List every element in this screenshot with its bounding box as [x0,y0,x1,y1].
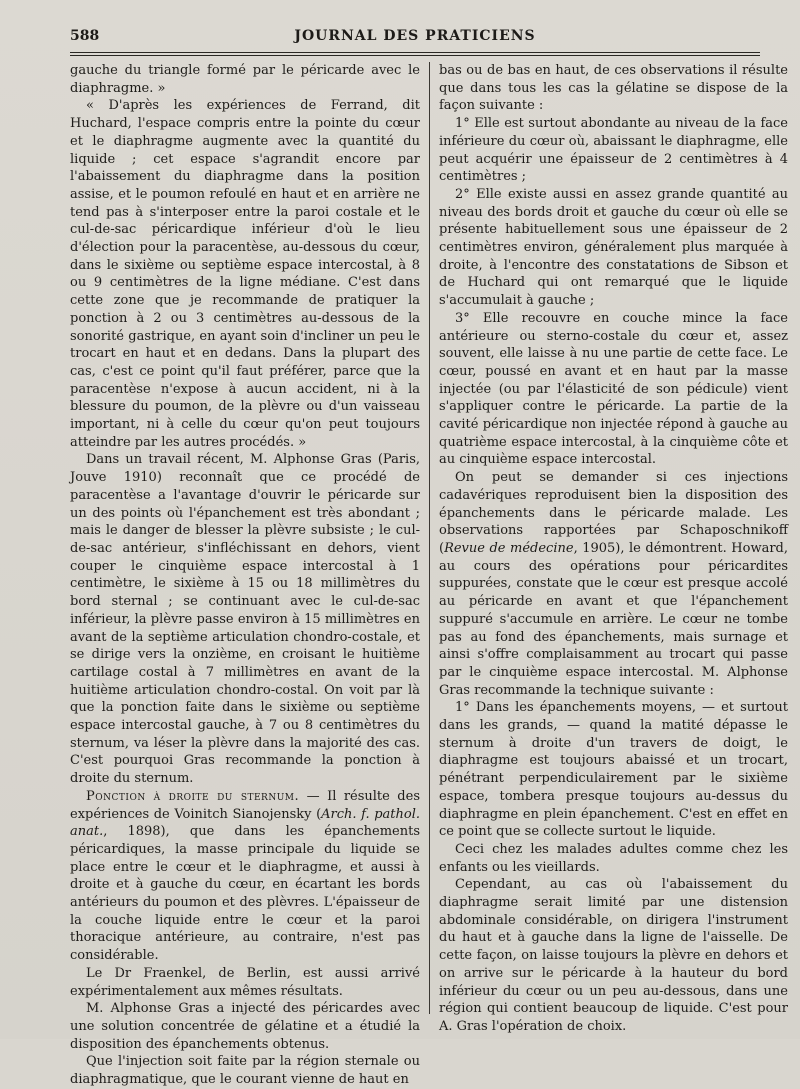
column-divider [429,62,430,1014]
running-title: JOURNAL DES PRATICIENS [294,28,536,44]
paragraph: Le Dr Fraenkel, de Berlin, est aussi arrivé expérimentalement aux mêmes résultats. [70,965,420,999]
paragraph-text: On peut se demander si ces injections cadavériques reproduisent bien la disposition des épanchements dans le péricarde malade. Les observations rapportées par Schaposchnikoff ( [439,470,788,556]
section-heading: Ponction à droite du sternum. [86,788,300,804]
right-column [439,62,788,1034]
page-header [70,28,760,52]
citation: Revue de médecine [444,540,574,556]
paragraph: M. Alphonse Gras a injecté des péricardes avec une solution concentrée de gélatine et a étudié la disposition des épanchements obtenus. [70,1001,420,1052]
header-rule [70,52,760,56]
paragraph-text: — Il résulte des expériences de Voinitch Sianojensky ( [70,788,420,822]
paragraph: Que l'injection soit faite par la région sternale ou diaphragmatique, que le courant vienne de haut en [70,1054,420,1088]
paragraph: bas ou de bas en haut, de ces observations il résulte que dans tous les cas la gélatine se dispose de la façon suivante : [439,63,788,114]
paragraph-text: , 1905), le démontrent. Howard, au cours des opérations pour péricardites suppurées, constate que le cœur est presque accolé au péricarde en avant et que l'épanchement suppuré s'accumule en arrière. Le cœur ne tombe pas au fond des épanchements, mais surnage et ainsi s'offre complaisamment au trocart qui passe par le cinquième espace intercostal. M. Alphonse Gras recommande la technique suivante : [439,540,788,698]
page-number: 588 [70,28,100,44]
left-column [70,62,420,1088]
paragraph: gauche du triangle formé par le péricarde avec le diaphragme. » [70,63,420,96]
paragraph: 1° Elle est surtout abondante au niveau de la face inférieure du cœur où, abaissant le diaphragme, elle peut acquérir une épaisseur de 2 centimètres à 4 centimètres ; [439,116,788,185]
paragraph: 3° Elle recouvre en couche mince la face antérieure ou sterno-costale du cœur et, assez souvent, elle laisse à nu une partie de cette face. Le cœur, poussé en avant et en haut par la masse injectée (ou par l'élasticité de son pédicule) vient s'appliquer contre le péricarde. La partie de la cavité péricardique non injectée répond à gauche au quatrième espace intercostal, à la cinquième côte et au cinquième espace intercostal. [439,310,788,468]
paragraph: 2° Elle existe aussi en assez grande quantité au niveau des bords droit et gauche du cœur où elle se présente habituellement sous une épaisseur de 2 centimètres environ, généralement plus marquée à droite, à l'encontre des constatations de Sibson et de Huchard qui ont remarqué que le liquide s'accumulait à gauche ; [439,186,788,309]
paragraph-text: , 1898), que dans les épanchements péricardiques, la masse principale du liquide se place entre le cœur et le diaphragme, et aussi à droite et à gauche du cœur, en écartant les bords antérieurs du poumon et des plèvres. L'épaisseur de la couche liquide entre le cœur et la paroi thoracique antérieure, au contraire, n'est pas considérable. [70,824,420,964]
paragraph [70,788,420,965]
paragraph: « D'après les expériences de Ferrand, dit Huchard, l'espace compris entre la pointe du cœur et le diaphragme augmente avec la quantité du liquide ; cet espace s'agrandit encore par l'abaissement du diaphragme dans la position assise, et le poumon refoulé en haut et en arrière ne tend pas à s'interposer entre la paroi costale et le cul-de-sac péricardique inférieur d'où le lieu d'élection pour la paracentèse, au-dessous du cœur, dans le sixième ou septième espace intercostal, à 8 ou 9 centimètres de la ligne médiane. C'est dans cette zone que je recommande de pratiquer la ponction à 2 ou 3 centimètres au-dessous de la sonorité gastrique, en ayant soin d'incliner un peu le trocart en haut et en dedans. Dans la plupart des cas, c'est ce point qu'il faut préférer, parce que la paracentèse n'expose à aucun accident, ni à la blessure du poumon, de la plèvre ou d'un vaisseau important, ni à celle du cœur qu'on peut toujours atteindre par les autres procédés. » [70,98,420,450]
paragraph: Dans un travail récent, M. Alphonse Gras (Paris, Jouve 1910) reconnaît que ce procédé de paracentèse a l'avantage d'ouvrir le péricarde sur un des points où l'épanchement est très abondant ; mais le danger de blesser la plèvre subsiste ; le cul-de-sac antérieur, s'infléchissant en dehors, vient couper le cinquième espace intercostal à 1 centimètre, le sixième à 15 ou 18 millimètres du bord sternal ; se continuant avec le cul-de-sac inférieur, la plèvre passe environ à 15 millimètres en avant de la septième articulation chondro-costale, et se dirige vers la onzième, en croisant le huitième cartilage costal à 7 millimètres en avant de la huitième articulation chondro-costal. On voit par là que la ponction faite dans le sixième ou septième espace intercostal gauche, à 7 ou 8 centimètres du sternum, va léser la plèvre dans la majorité des cas. C'est pourquoi Gras recommande la ponction à droite du sternum. [70,452,420,787]
paragraph: Cependant, au cas où l'abaissement du diaphragme serait limité par une distension abdominale considérable, on dirigera l'instrument du haut et à gauche dans la ligne de l'aisselle. De cette façon, on laisse toujours la plèvre en dehors et on arrive sur le péricarde à la hauteur du bord inférieur du cœur ou un peu au-dessous, dans une région qui contient beaucoup de liquide. C'est pour A. Gras l'opération de choix. [439,877,788,1034]
citation: Arch. f. pathol. anat. [70,806,420,840]
paragraph: Ceci chez les malades adultes comme chez les enfants ou les vieillards. [439,841,788,875]
paragraph: 1° Dans les épanchements moyens, — et surtout dans les grands, — quand la matité dépasse le sternum à droite d'un travers de doigt, le diaphragme est toujours abaissé et un trocart, pénétrant perpendiculairement par le sixième espace, tombera presque toujours au-dessus du diaphragme en plein épanchement. C'est en effet en ce point que se collecte surtout le liquide. [439,700,788,840]
paragraph [439,469,788,699]
